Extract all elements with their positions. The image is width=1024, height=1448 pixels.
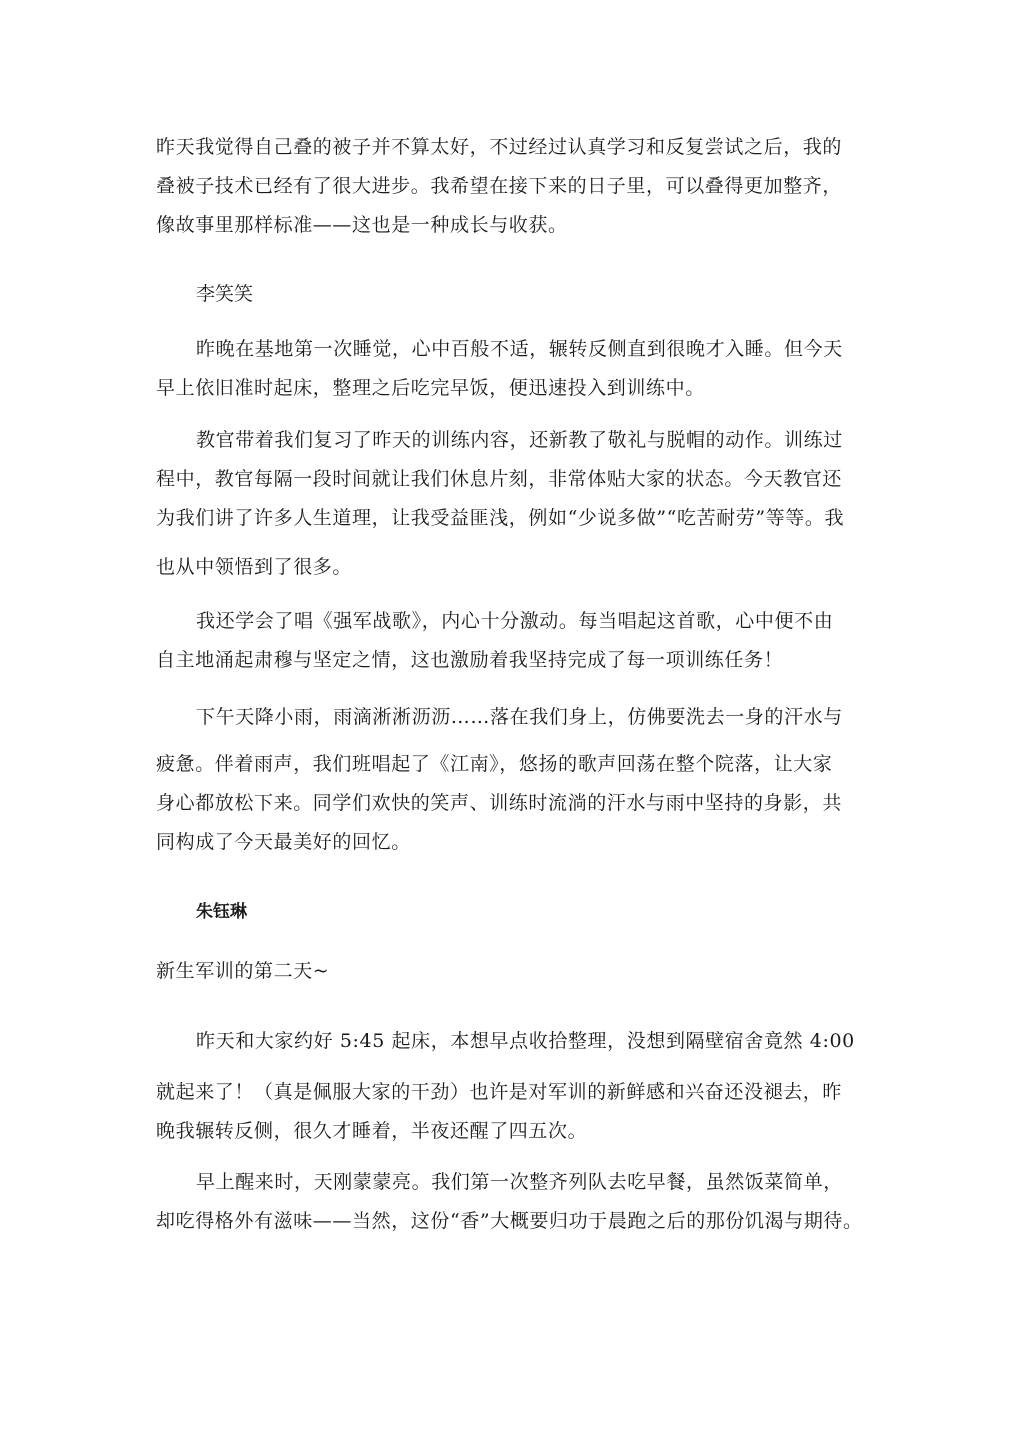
paragraph — [156, 602, 886, 680]
text-line: 疲惫。伴着雨声，我们班唱起了《江南》，悠扬的歌声回荡在整个院落，让大家 — [156, 753, 833, 775]
text-line: 为我们讲了许多人生道理，让我受益匪浅，例如“少说多做”“吃苦耐劳”等等。我 — [156, 507, 845, 529]
text-line: 昨天我觉得自己叠的被子并不算太好，不过经过认真学习和反复尝试之后，我的 — [156, 136, 843, 158]
text-line: 我还学会了唱《强军战歌》，内心十分激动。每当唱起这首歌，心中便不由 — [196, 610, 834, 632]
text-line: 像故事里那样标准——这也是一种成长与收获。 — [156, 214, 568, 236]
text-line: 自主地涌起肃穆与坚定之情，这也激励着我坚持完成了每一项训练任务！ — [156, 649, 784, 671]
text-line: 却吃得格外有滋味——当然，这份“香”大概要归功于晨跑之后的那份饥渴与期待。 — [156, 1210, 863, 1232]
paragraph — [156, 330, 886, 408]
text-line: 早上醒来时，天刚蒙蒙亮。我们第一次整齐列队去吃早餐，虽然饭菜简单， — [196, 1171, 843, 1193]
text-line: 教官带着我们复习了昨天的训练内容，还新教了敬礼与脱帽的动作。训练过 — [196, 429, 843, 451]
paragraph — [156, 128, 886, 245]
author-name: 李笑笑 — [196, 283, 254, 305]
paragraph — [156, 1022, 886, 1151]
text-line: 叠被子技术已经有了很大进步。我希望在接下来的日子里，可以叠得更加整齐， — [156, 175, 843, 197]
paragraph — [156, 698, 886, 862]
text-line: 程中，教官每隔一段时间就让我们休息片刻，非常体贴大家的状态。今天教官还 — [156, 468, 843, 490]
text-line: 同构成了今天最美好的回忆。 — [156, 831, 411, 853]
text-line: 就起来了！（真是佩服大家的干劲）也许是对军训的新鲜感和兴奋还没褪去，昨 — [156, 1081, 843, 1103]
text-line: 身心都放松下来。同学们欢快的笑声、训练时流淌的汗水与雨中坚持的身影，共 — [156, 792, 843, 814]
paragraph — [156, 421, 886, 587]
text-line: 晚我辗转反侧，很久才睡着，半夜还醒了四五次。 — [156, 1120, 588, 1142]
text-line: 昨晚在基地第一次睡觉，心中百般不适，辗转反侧直到很晚才入睡。但今天 — [196, 338, 843, 360]
text-line: 也从中领悟到了很多。 — [156, 556, 353, 578]
text-line: 下午天降小雨，雨滴淅淅沥沥……落在我们身上，仿佛要洗去一身的汗水与 — [196, 706, 843, 728]
paragraph — [156, 1163, 886, 1241]
author-name: 朱钰琳 — [196, 902, 247, 922]
text-line: 昨天和大家约好 5:45 起床，本想早点收拾整理，没想到隔壁宿舍竟然 4:00 — [196, 1030, 855, 1052]
text-line: 早上依旧准时起床，整理之后吃完早饭，便迅速投入到训练中。 — [156, 377, 705, 399]
diary-subtitle: 新生军训的第二天~ — [156, 960, 330, 982]
